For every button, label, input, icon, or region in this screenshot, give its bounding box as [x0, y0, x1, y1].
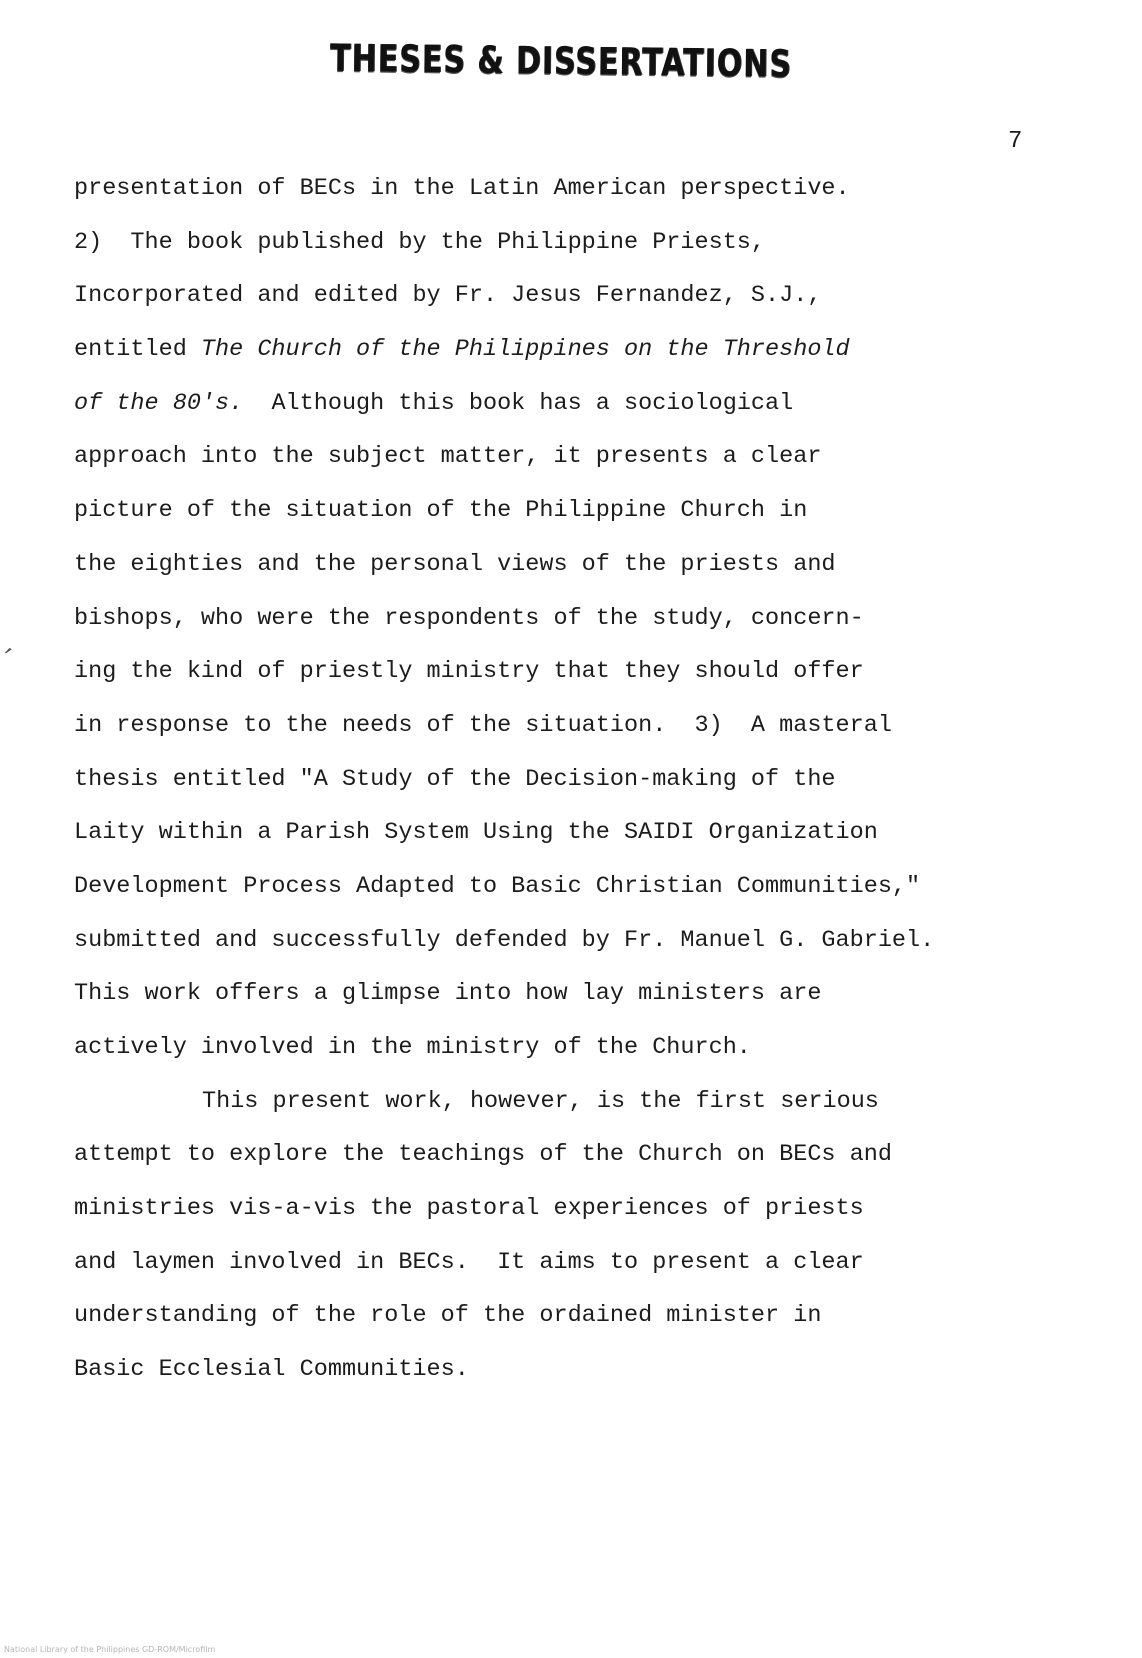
body-text	[74, 174, 1114, 1409]
text-line: approach into the subject matter, it presents a clear	[74, 443, 822, 471]
text-line-segment: Although this book has a sociological	[243, 389, 794, 417]
text-line: ministries vis-a-vis the pastoral experiences of priests	[74, 1195, 864, 1223]
text-line: This work offers a glimpse into how lay ministers are	[74, 980, 822, 1008]
text-line: thesis entitled "A Study of the Decision-making of the	[74, 765, 836, 793]
text-line: Basic Ecclesial Communities.	[74, 1356, 469, 1384]
text-line: understanding of the role of the ordained minister in	[74, 1302, 822, 1330]
text-line: Incorporated and edited by Fr. Jesus Fernandez, S.J.,	[74, 282, 822, 310]
text-line: actively involved in the ministry of the Church.	[74, 1034, 751, 1061]
text-line: 2) The book published by the Philippine Priests,	[74, 228, 766, 256]
text-line: bishops, who were the respondents of the study, concern-	[74, 604, 864, 632]
margin-mark: ,	[1, 634, 23, 661]
paragraph-start-line: This present work, however, is the first serious	[202, 1087, 879, 1115]
text-line-with-title	[74, 335, 1114, 389]
text-line: Development Process Adapted to Basic Christian Communities,"	[74, 872, 921, 900]
text-line: submitted and successfully defended by Fr. Manuel G. Gabriel.	[74, 926, 935, 954]
text-line: picture of the situation of the Philippine Church in	[74, 497, 808, 525]
text-line-with-title	[74, 389, 1114, 443]
text-line: in response to the needs of the situation. 3) A masteral	[74, 711, 892, 739]
text-line: presentation of BECs in the Latin American perspective.	[74, 175, 850, 202]
theses-dissertations-stamp: THESES & DISSERTATIONS	[329, 36, 793, 87]
scan-footer: National Library of the Philippines GD-ROM/Microfilm	[4, 1645, 216, 1654]
page-number: 7	[1008, 128, 1023, 155]
book-title-continued: of the 80's.	[74, 389, 244, 417]
text-line: the eighties and the personal views of the priests and	[74, 550, 836, 578]
text-line: and laymen involved in BECs. It aims to present a clear	[74, 1248, 864, 1276]
text-line: ing the kind of priestly ministry that they should offer	[74, 658, 864, 686]
text-line: attempt to explore the teachings of the Church on BECs and	[74, 1141, 892, 1169]
text-line-segment: entitled	[74, 336, 201, 364]
text-line: Laity within a Parish System Using the SAIDI Organization	[74, 819, 878, 847]
book-title: The Church of the Philippines on the Threshold	[200, 336, 850, 364]
